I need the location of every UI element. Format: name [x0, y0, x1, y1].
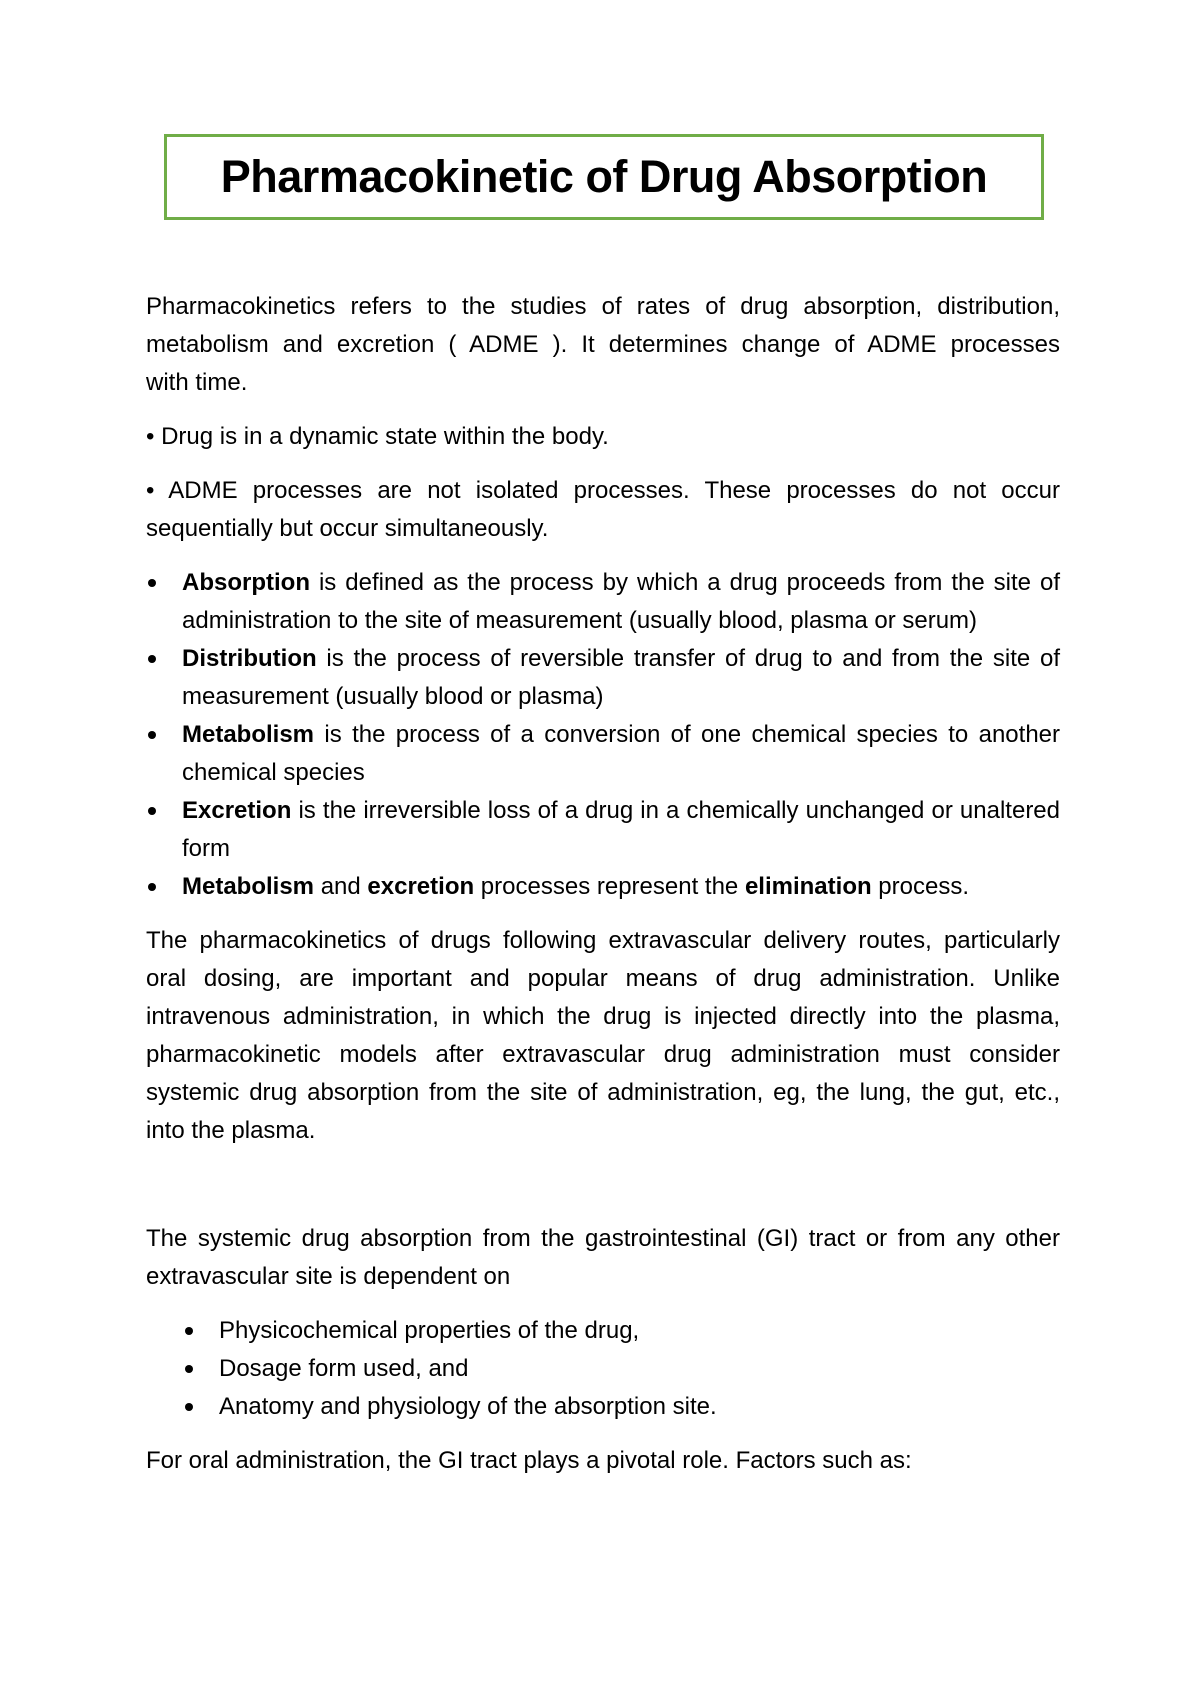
- term-metabolism-2: Metabolism: [182, 873, 315, 900]
- adme-processes-paragraph: • ADME processes are not isolated processes. These processes do not occur sequentially but occur simultaneously.: [146, 477, 1060, 542]
- factor-text: Anatomy and physiology of the absorption site.: [219, 1393, 717, 1420]
- list-item: [146, 564, 1060, 640]
- list-item: [146, 868, 1060, 906]
- extravascular-paragraph: The pharmacokinetics of drugs following extravascular delivery routes, particularly oral dosing, are important and popular means of drug administration. Unlike intravenous administration, in which the drug is injected directly into the plasma, pharmacokinetic models after extravascular drug administration must consider systemic drug absorption from the site of administration, eg, the lung, the gut, etc., into the plasma.: [146, 927, 1060, 1144]
- factor-text: Physicochemical properties of the drug,: [219, 1317, 640, 1344]
- systemic-absorption-paragraph: The systemic drug absorption from the gastrointestinal (GI) tract or from any other extravascular site is dependent on: [146, 1225, 1060, 1290]
- list-item: [146, 716, 1060, 792]
- bullet-icon: [148, 579, 156, 587]
- definition-text: is the process of reversible transfer of drug to and from the site of measurement (usually blood or plasma): [182, 645, 1060, 710]
- oral-administration-paragraph: For oral administration, the GI tract plays a pivotal role. Factors such as:: [146, 1447, 912, 1474]
- dynamic-state-paragraph: • Drug is in a dynamic state within the body.: [146, 423, 609, 450]
- adme-definitions-list: [146, 564, 1060, 906]
- bullet-icon: [148, 655, 156, 663]
- bullet-icon: [185, 1365, 193, 1373]
- term-elimination: elimination: [744, 873, 872, 900]
- list-item: [146, 1388, 1060, 1426]
- connector-text: and: [314, 873, 368, 900]
- term-distribution: Distribution: [182, 645, 317, 672]
- blank-line: [146, 1166, 1060, 1220]
- bullet-icon: [148, 807, 156, 815]
- intro-line-3: with time.: [146, 369, 248, 396]
- connector-text: processes represent the: [474, 873, 745, 900]
- definition-text: is the irreversible loss of a drug in a chemically unchanged or unaltered form: [182, 797, 1060, 862]
- bullet-icon: [148, 731, 156, 739]
- term-metabolism: Metabolism: [182, 721, 315, 748]
- connector-text: process.: [871, 873, 970, 900]
- intro-line-1: Pharmacokinetics refers to the studies of rates of drug absorption, distribution,: [146, 293, 1060, 320]
- intro-paragraph: [146, 288, 1060, 402]
- list-item: [146, 1350, 1060, 1388]
- bullet-icon: [185, 1403, 193, 1411]
- title-box: [164, 134, 1044, 220]
- term-excretion: Excretion: [182, 797, 292, 824]
- list-item: [146, 640, 1060, 716]
- page-title: Pharmacokinetic of Drug Absorption: [220, 151, 988, 202]
- term-absorption: Absorption: [182, 569, 310, 596]
- absorption-factors-list: [146, 1312, 1060, 1426]
- factor-text: Dosage form used, and: [219, 1355, 469, 1382]
- list-item: [146, 1312, 1060, 1350]
- intro-line-2: metabolism and excretion ( ADME ). It determines change of ADME processes: [146, 331, 1060, 358]
- list-item: [146, 792, 1060, 868]
- term-excretion-2: excretion: [367, 873, 475, 900]
- definition-text: is defined as the process by which a drug proceeds from the site of administration to the site of measurement (usually blood, plasma or serum): [182, 569, 1060, 634]
- bullet-icon: [185, 1327, 193, 1335]
- bullet-icon: [148, 883, 156, 891]
- definition-text: is the process of a conversion of one chemical species to another chemical species: [182, 721, 1060, 786]
- document-body: [146, 288, 1060, 1496]
